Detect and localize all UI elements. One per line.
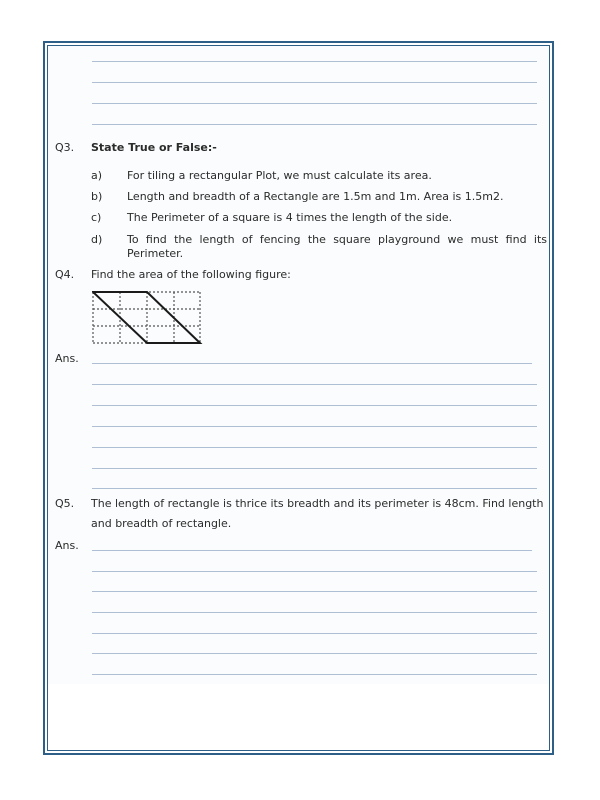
q3-item-a-text: For tiling a rectangular Plot, we must calculate its area.: [127, 169, 432, 182]
q5-text-line1: The length of rectangle is thrice its breadth and its perimeter is 48cm. Find length: [91, 497, 544, 510]
answer-line: [92, 82, 537, 83]
q3-item-b-letter: b): [91, 190, 103, 203]
q3-item-d-letter: d): [91, 233, 103, 246]
answer-line: [92, 633, 537, 634]
q3-item-d-text-line2: Perimeter.: [127, 247, 184, 260]
answer-line: [92, 674, 537, 675]
q4-answer-label: Ans.: [55, 352, 79, 365]
q3-item-a-letter: a): [91, 169, 103, 182]
answer-line: [92, 468, 537, 469]
answer-line: [92, 612, 537, 613]
q5-text-line2: and breadth of rectangle.: [91, 517, 232, 530]
answer-line: [92, 426, 537, 427]
answer-line: [92, 571, 537, 572]
answer-line: [92, 653, 537, 654]
dotted-grid: [93, 292, 200, 343]
answer-line: [92, 61, 537, 62]
answer-line: [92, 405, 537, 406]
q3-item-b-text: Length and breadth of a Rectangle are 1.5m and 1m. Area is 1.5m2.: [127, 190, 504, 203]
q3-item-c-letter: c): [91, 211, 102, 224]
answer-line: [92, 488, 537, 489]
answer-line: [92, 384, 537, 385]
q3-number: Q3.: [55, 141, 75, 154]
q5-answer-label: Ans.: [55, 539, 79, 552]
q3-item-d-text-line1: To find the length of fencing the square playground we must find its: [127, 233, 547, 246]
answer-line: [92, 591, 537, 592]
answer-line: [92, 447, 537, 448]
answer-line: [92, 124, 537, 125]
answer-line: [92, 103, 537, 104]
answer-line: [92, 363, 532, 364]
answer-line: [92, 550, 532, 551]
q3-title: State True or False:-: [91, 141, 217, 154]
q5-number: Q5.: [55, 497, 75, 510]
q3-item-c-text: The Perimeter of a square is 4 times the length of the side.: [127, 211, 453, 224]
parallelogram-grid-figure: [92, 290, 204, 348]
q4-text: Find the area of the following figure:: [91, 268, 291, 281]
q4-number: Q4.: [55, 268, 75, 281]
